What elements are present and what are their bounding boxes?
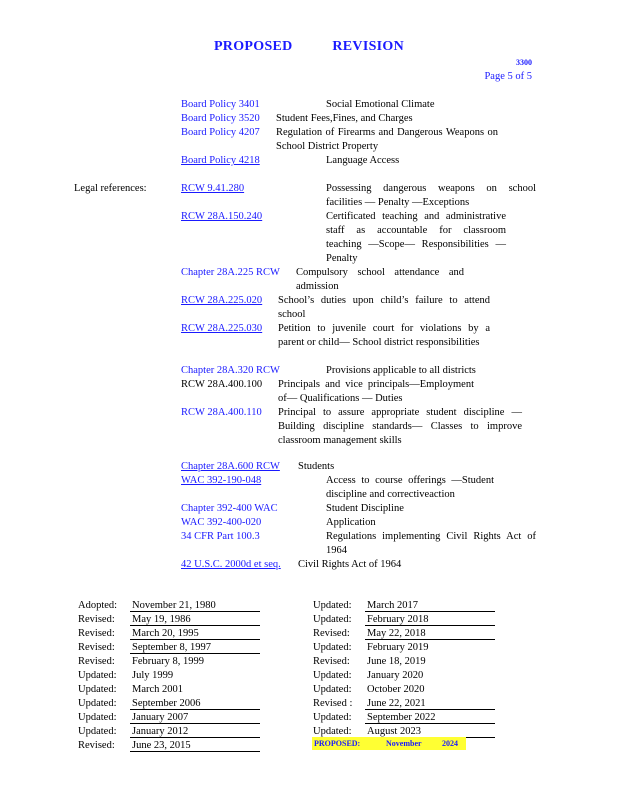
- cross-ref-policy-4218[interactable]: Board Policy 4218: [181, 155, 260, 166]
- legal-ref-desc: Certificated teaching and administrative staff as accountable for classroom teaching —Scope— Responsibilities — Penalty: [326, 211, 506, 264]
- history-label: Updated:: [78, 670, 117, 681]
- history-label: Revised:: [313, 628, 350, 639]
- history-row: [313, 669, 495, 683]
- history-label: Revised:: [78, 642, 115, 653]
- legal-ref-desc: Petition to juvenile court for violations by a parent or child— School district responsibilities: [278, 323, 490, 348]
- history-date: May 22, 2018: [367, 628, 426, 639]
- history-date: February 2019: [367, 642, 429, 653]
- history-date: March 2001: [132, 684, 184, 695]
- legal-ref-34-cfr-100-3[interactable]: 34 CFR Part 100.3: [181, 531, 260, 542]
- proposed-month: November: [386, 739, 422, 748]
- legal-ref-rcw-28a-225-030[interactable]: RCW 28A.225.030: [181, 323, 263, 334]
- legal-ref-desc: Regulations implementing Civil Rights Act of 1964: [326, 531, 536, 556]
- page-number: Page 5 of 5: [484, 71, 532, 82]
- history-date: June 18, 2019: [367, 656, 426, 667]
- proposed-label: PROPOSED:: [314, 739, 361, 748]
- legal-ref-desc: Students: [298, 461, 335, 472]
- proposed-date-highlight: [312, 737, 466, 750]
- history-row: [313, 599, 495, 613]
- history-label: Updated:: [78, 726, 117, 737]
- history-date: September 2006: [132, 698, 201, 709]
- history-label: Adopted:: [78, 600, 118, 611]
- history-date: March 20, 1995: [132, 628, 199, 639]
- legal-ref-desc: Application: [326, 517, 376, 528]
- history-row: [78, 641, 260, 655]
- legal-ref-rcw-28a-400-100: RCW 28A.400.100: [181, 379, 263, 390]
- legal-ref-desc: Compulsory school attendance and admission: [296, 267, 464, 292]
- history-date: September 2022: [367, 712, 436, 723]
- history-row: [78, 627, 260, 641]
- legal-ref-desc: Civil Rights Act of 1964: [298, 559, 402, 570]
- legal-ref-chapter-28a-225[interactable]: Chapter 28A.225 RCW: [181, 267, 280, 278]
- history-label: Revised:: [313, 656, 350, 667]
- cross-ref-desc: Social Emotional Climate: [326, 99, 435, 110]
- history-row: [313, 711, 495, 725]
- history-date: February 8, 1999: [132, 656, 205, 667]
- proposed-year: 2024: [442, 739, 458, 748]
- page-title: PROPOSED REVISION: [213, 39, 405, 54]
- legal-ref-wac-392-190-048[interactable]: WAC 392-190-048: [181, 475, 262, 486]
- history-date: October 2020: [367, 684, 425, 695]
- history-row: [313, 613, 495, 627]
- history-label: Revised:: [78, 628, 115, 639]
- history-label: Updated:: [313, 684, 352, 695]
- history-row: [313, 655, 495, 669]
- history-label: Updated:: [313, 642, 352, 653]
- cross-ref-desc: Language Access: [326, 155, 400, 166]
- cross-ref-policy-4207[interactable]: Board Policy 4207: [181, 127, 260, 138]
- history-label: Updated:: [313, 614, 352, 625]
- legal-ref-desc: Provisions applicable to all districts: [326, 365, 476, 376]
- history-label: Updated:: [313, 600, 352, 611]
- history-date: June 22, 2021: [367, 698, 426, 709]
- history-label: Revised :: [313, 698, 353, 709]
- history-label: Updated:: [78, 712, 117, 723]
- cross-ref-policy-3401[interactable]: Board Policy 3401: [181, 99, 260, 110]
- history-label: Updated:: [78, 684, 117, 695]
- legal-references-label: Legal references:: [74, 183, 147, 194]
- cross-ref-policy-3520[interactable]: Board Policy 3520: [181, 113, 260, 124]
- history-row: [78, 697, 260, 711]
- history-label: Revised:: [78, 614, 115, 625]
- legal-ref-desc: Student Discipline: [326, 503, 404, 514]
- history-row: [78, 725, 260, 739]
- legal-ref-desc: Principals and vice principals—Employment of— Qualifications — Duties: [278, 379, 474, 404]
- history-date: July 1999: [132, 670, 174, 681]
- history-date: January 2020: [367, 670, 424, 681]
- history-row: [78, 669, 260, 683]
- policy-number: 3300: [516, 58, 532, 67]
- legal-ref-42-usc-2000d[interactable]: 42 U.S.C. 2000d et seq.: [181, 559, 281, 570]
- history-date: January 2007: [132, 712, 189, 723]
- legal-ref-rcw-9-41-280[interactable]: RCW 9.41.280: [181, 183, 245, 194]
- history-date: September 8, 1997: [132, 642, 212, 653]
- legal-ref-wac-392-400-020[interactable]: WAC 392-400-020: [181, 517, 262, 528]
- legal-ref-rcw-28a-225-020[interactable]: RCW 28A.225.020: [181, 295, 263, 306]
- history-date: June 23, 2015: [132, 740, 191, 751]
- cross-ref-desc: Regulation of Firearms and Dangerous Weapons on School District Property: [276, 127, 498, 152]
- legal-ref-chapter-392-400[interactable]: Chapter 392-400 WAC: [181, 503, 278, 514]
- history-row: [313, 697, 495, 711]
- history-date: November 21, 1980: [132, 600, 216, 611]
- history-row: [313, 683, 495, 697]
- history-label: Updated:: [78, 698, 117, 709]
- history-row: [78, 739, 260, 753]
- history-date: May 19, 1986: [132, 614, 191, 625]
- history-label: Updated:: [313, 712, 352, 723]
- history-label: Revised:: [78, 656, 115, 667]
- history-date: February 2018: [367, 614, 429, 625]
- legal-ref-rcw-28a-150-240[interactable]: RCW 28A.150.240: [181, 211, 263, 222]
- legal-ref-chapter-28a-320[interactable]: Chapter 28A.320 RCW: [181, 365, 280, 376]
- history-date: January 2012: [132, 726, 189, 737]
- legal-ref-desc: Principal to assure appropriate student discipline —Building discipline standards— Classes to improve classroom management skills: [278, 407, 522, 446]
- history-row: [78, 711, 260, 725]
- legal-ref-desc: Access to course offerings —Student discipline and correctiveaction: [326, 475, 494, 500]
- legal-ref-rcw-28a-400-110[interactable]: RCW 28A.400.110: [181, 407, 262, 418]
- legal-ref-desc: Possessing dangerous weapons on school facilities — Penalty —Exceptions: [326, 183, 536, 208]
- history-row: [78, 655, 260, 669]
- history-row: [313, 641, 495, 655]
- history-label: Updated:: [313, 726, 352, 737]
- legal-ref-desc: School’s duties upon child’s failure to attend school: [278, 295, 490, 320]
- history-row: [78, 599, 260, 613]
- history-label: Updated:: [313, 670, 352, 681]
- history-date: August 2023: [367, 726, 421, 737]
- history-row: [313, 627, 495, 641]
- legal-ref-chapter-28a-600[interactable]: Chapter 28A.600 RCW: [181, 461, 280, 472]
- cross-ref-desc: Student Fees,Fines, and Charges: [276, 113, 413, 124]
- history-date: March 2017: [367, 600, 419, 611]
- history-label: Revised:: [78, 740, 115, 751]
- history-row: [78, 683, 260, 697]
- history-row: [78, 613, 260, 627]
